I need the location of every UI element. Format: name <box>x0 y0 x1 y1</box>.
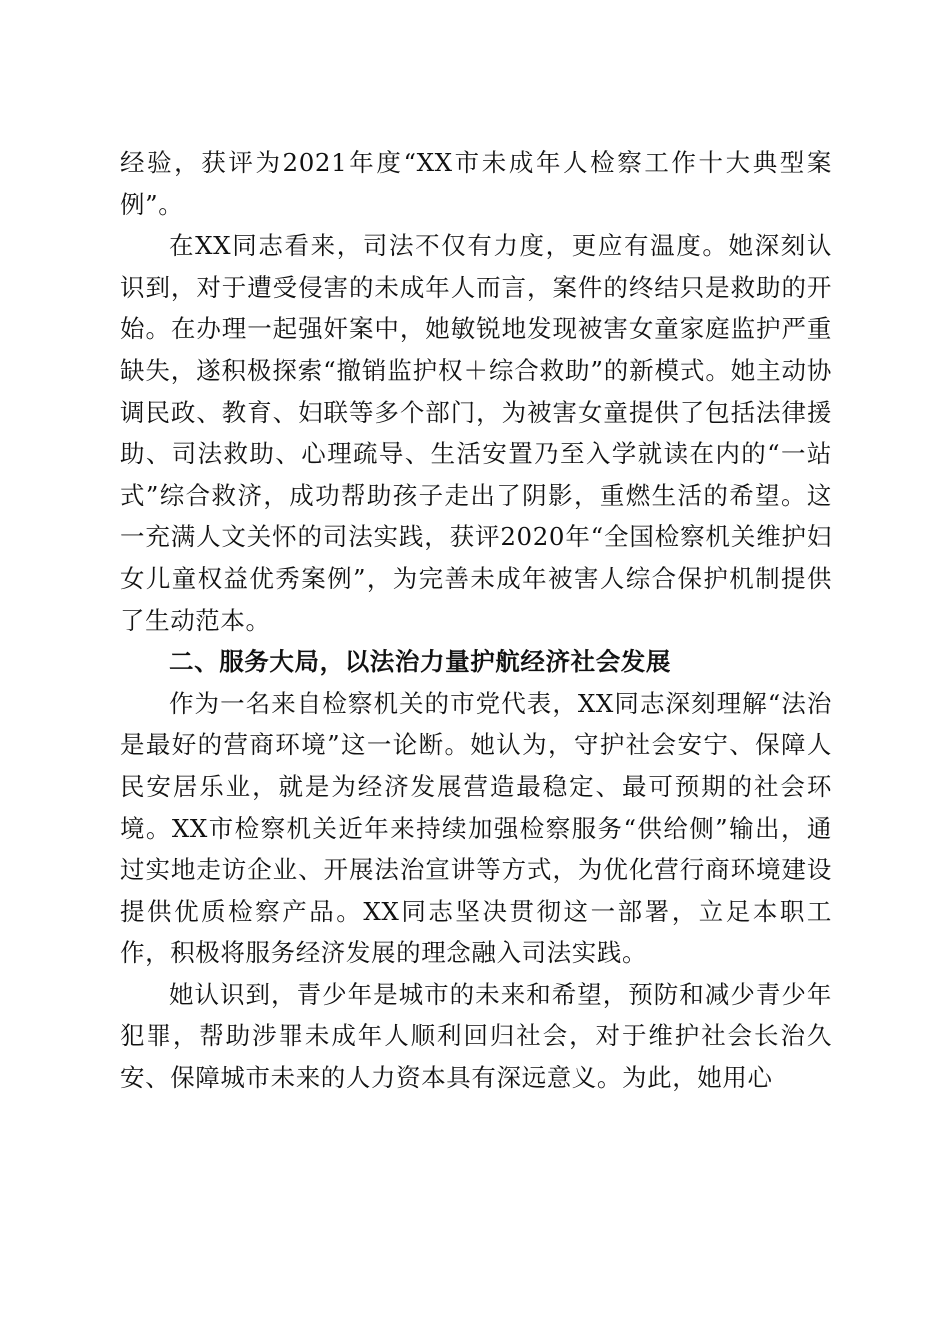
document-body <box>120 142 832 1099</box>
paragraph-judicial-warmth: 在XX同志看来，司法不仅有力度，更应有温度。她深刻认识到，对于遭受侵害的未成年人而言，案件的终结只是救助的开始。在办理一起强奸案中，她敏锐地发现被害女童家庭监护严重缺失，遂积极探索“撤销监护权＋综合救助”的新模式。她主动协调民政、教育、妇联等多个部门，为被害女童提供了包括法律援助、司法救助、心理疏导、生活安置乃至入学就读在内的“一站式”综合救济，成功帮助孩子走出了阴影，重燃生活的希望。这一充满人文关怀的司法实践，获评2020年“全国检察机关维护妇女儿童权益优秀案例”，为完善未成年被害人综合保护机制提供了生动范本。 <box>120 231 832 635</box>
paragraph-business-environment: 作为一名来自检察机关的市党代表，XX同志深刻理解“法治是最好的营商环境”这一论断。她认为，守护社会安宁、保障人民安居乐业，就是为经济发展营造最稳定、最可预期的社会环境。XX市检察机关近年来持续加强检察服务“供给侧”输出，通过实地走访企业、开展法治宣讲等方式，为优化营行商环境建设提供优质检察产品。XX同志坚决贯彻这一部署，立足本职工作，积极将服务经济发展的理念融入司法实践。 <box>120 688 832 968</box>
paragraph-youth-crime-prevention: 她认识到，青少年是城市的未来和希望，预防和减少青少年犯罪，帮助涉罪未成年人顺利回归社会，对于维护社会长治久安、保障城市未来的人力资本具有深远意义。为此，她用心 <box>120 979 832 1093</box>
section-heading: 二、服务大局，以法治力量护航经济社会发展 <box>169 647 671 677</box>
paragraph-case-award-continuation: 经验，获评为2021年度“XX市未成年人检察工作十大典型案例”。 <box>120 148 832 219</box>
